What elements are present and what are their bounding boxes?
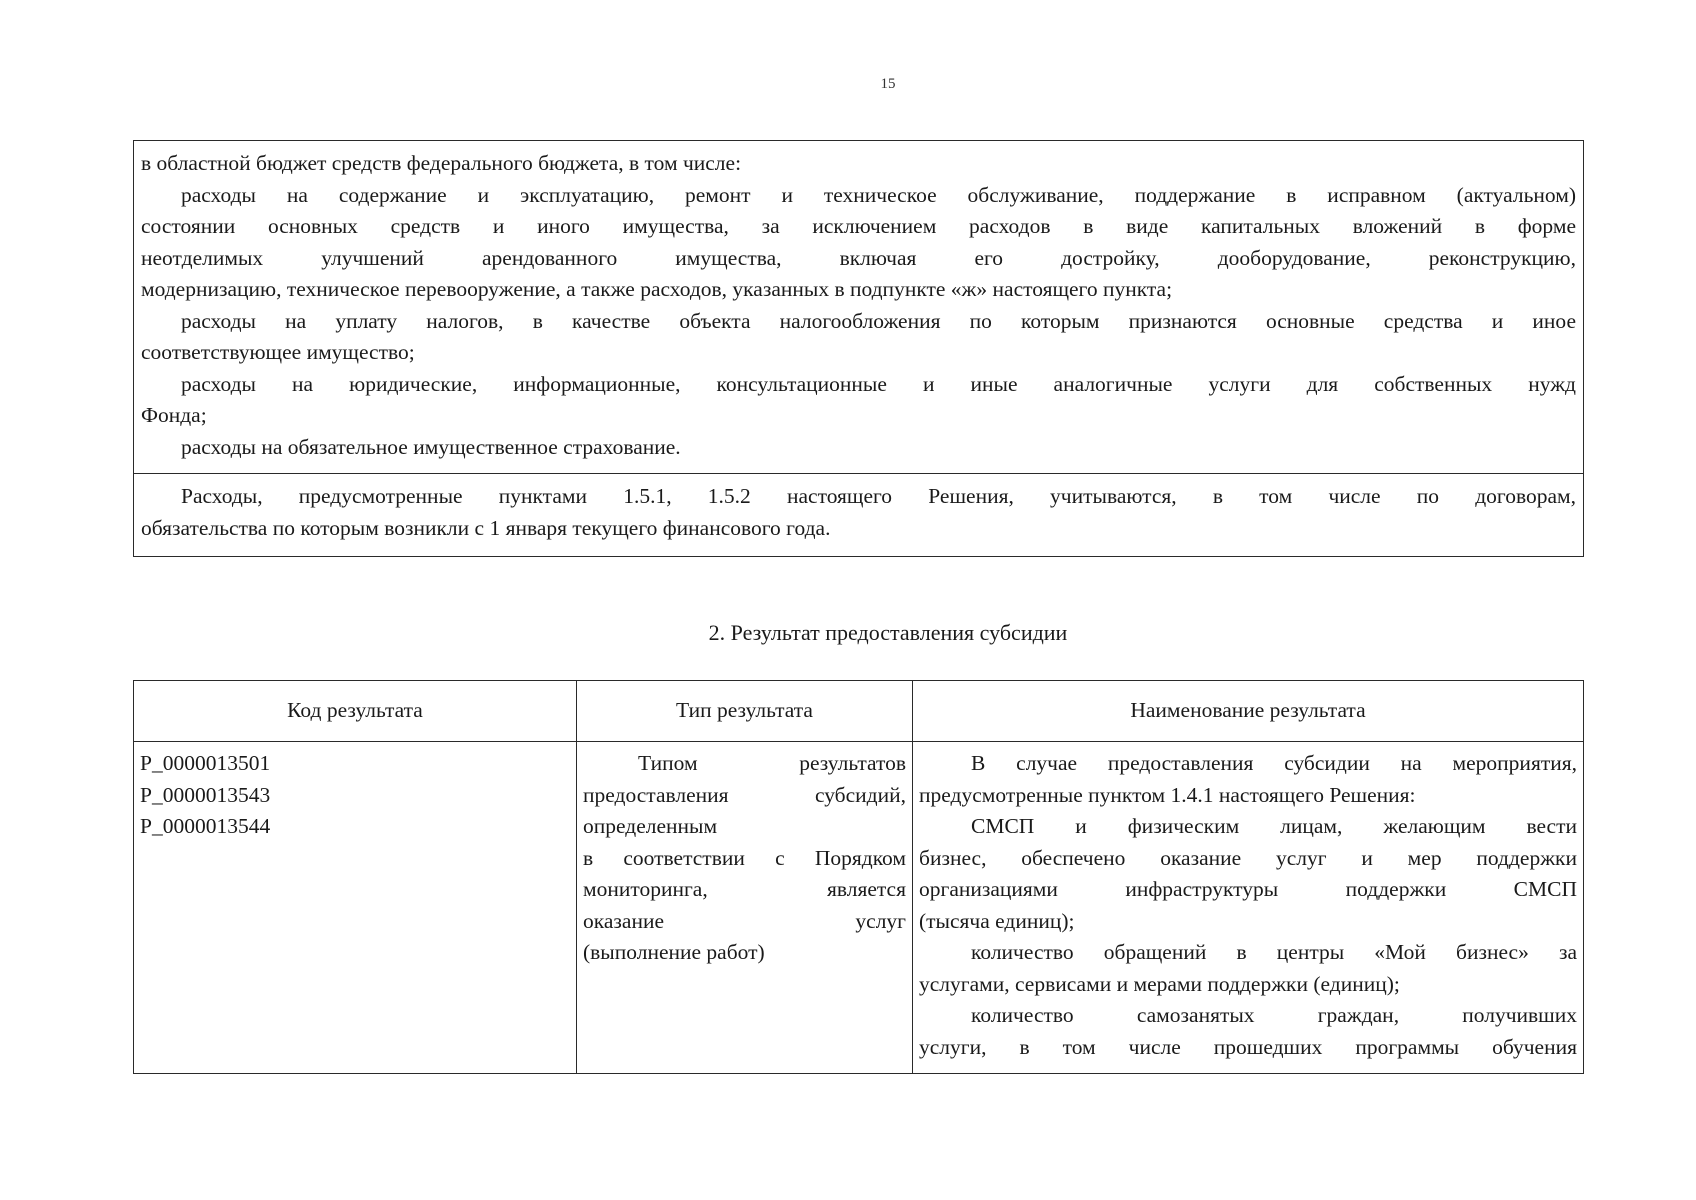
expenses-note — [134, 474, 1583, 544]
text-line: Фонда; — [141, 403, 207, 427]
text-line: обязательства по которым возникли с 1 января текущего финансового года. — [141, 515, 831, 540]
text-line: в соответствии с Порядком — [583, 845, 906, 870]
text-line: бизнес, обеспечено оказание услуг и мер поддержки — [919, 845, 1577, 870]
page-number: 15 — [880, 76, 896, 92]
table-row — [134, 742, 1584, 1074]
text-line: расходы на юридические, информационные, консультационные и иные аналогичные услуги для собственных нужд — [181, 371, 1576, 396]
expenses-text — [134, 141, 1583, 463]
text-line: в областной бюджет средств федерального бюджета, в том числе: — [141, 151, 742, 175]
header-result-code: Код результата — [134, 681, 577, 742]
text-line: неотделимых улучшений арендованного имущества, включая его достройку, дооборудование, реконструкцию, — [141, 245, 1576, 270]
text-line: предусмотренные пунктом 1.4.1 настоящего Решения: — [919, 782, 1416, 807]
text-line: организациями инфраструктуры поддержки СМСП — [919, 877, 1577, 901]
text-line: мониторинга, является — [583, 877, 906, 901]
text-line: Типом результатов — [638, 751, 906, 775]
text-line: определенным — [583, 814, 718, 838]
text-line: (тысяча единиц); — [919, 908, 1075, 933]
text-line: (выполнение работ) — [583, 940, 765, 964]
header-result-type: Тип результата — [577, 681, 913, 742]
expenses-note-box — [133, 473, 1584, 557]
expenses-text-box — [133, 140, 1584, 473]
result-name-cell — [913, 742, 1584, 1074]
text-line: Расходы, предусмотренные пунктами 1.5.1, 1.5.2 настоящего Решения, учитываются, в том числе по договорам, — [181, 484, 1576, 508]
table-header-row — [134, 681, 1584, 742]
text-line: В случае предоставления субсидии на мероприятия, — [971, 751, 1577, 775]
result-type-cell — [577, 742, 913, 1074]
result-codes-cell — [134, 742, 577, 1074]
text-line: услугами, сервисами и мерами поддержки (единиц); — [919, 971, 1400, 996]
text-line: расходы на обязательное имущественное страхование. — [181, 434, 681, 459]
text-line: количество самозанятых граждан, получивших — [971, 1003, 1577, 1027]
text-line: расходы на уплату налогов, в качестве объекта налогообложения по которым признаются основные средства и иное — [181, 308, 1576, 333]
text-line: предоставления субсидий, — [583, 782, 906, 807]
text-line: расходы на содержание и эксплуатацию, ремонт и техническое обслуживание, поддержание в исправном (актуальном) — [181, 182, 1576, 207]
text-line: услуги, в том числе прошедших программы обучения — [919, 1034, 1577, 1059]
section-title: 2. Результат предоставления субсидии — [708, 620, 1068, 645]
text-line: СМСП и физическим лицам, желающим вести — [971, 814, 1577, 838]
results-table — [133, 680, 1584, 1074]
text-line: состоянии основных средств и иного имущества, за исключением расходов в виде капитальных вложений в форме — [141, 214, 1576, 238]
text-line: модернизацию, техническое перевооружение, а также расходов, указанных в подпункте «ж» настоящего пункта; — [141, 277, 1173, 301]
text-line: оказание услуг — [583, 908, 906, 933]
text-line: количество обращений в центры «Мой бизнес» за — [971, 940, 1577, 964]
result-code: Р_0000013543 — [140, 782, 271, 807]
text-line: соответствующее имущество; — [141, 340, 415, 364]
header-result-name: Наименование результата — [913, 681, 1584, 742]
result-code: Р_0000013501 — [140, 751, 271, 775]
result-code: Р_0000013544 — [140, 814, 271, 838]
